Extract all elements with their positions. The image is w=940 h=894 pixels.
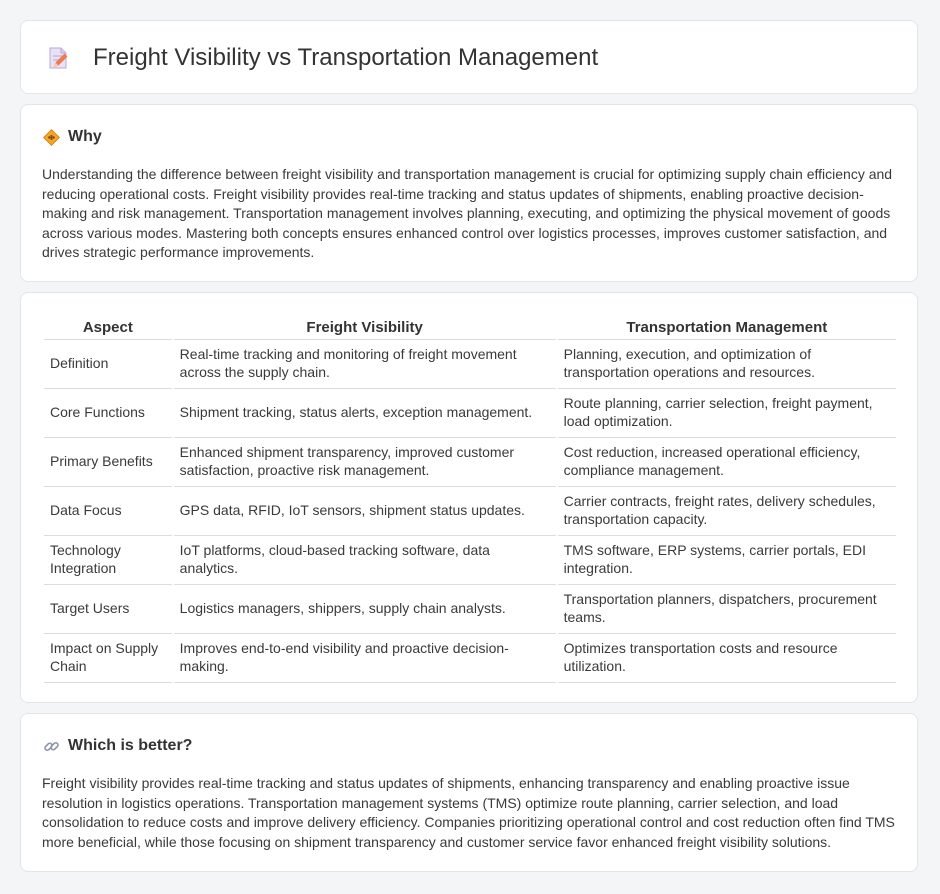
transportation-management-cell: Carrier contracts, freight rates, delivery schedules, transportation capacity.	[558, 487, 896, 536]
freight-visibility-cell: Logistics managers, shippers, supply chain analysts.	[174, 585, 556, 634]
aspect-cell: Target Users	[44, 585, 172, 634]
why-heading: Why	[68, 128, 102, 145]
page-title: Freight Visibility vs Transportation Management	[93, 44, 599, 71]
table-row	[44, 340, 896, 389]
which-is-better-section	[20, 713, 918, 872]
table-header-row	[44, 313, 896, 340]
transportation-management-cell: TMS software, ERP systems, carrier portals, EDI integration.	[558, 536, 896, 585]
link-icon	[43, 738, 60, 755]
freight-visibility-cell: Shipment tracking, status alerts, exception management.	[174, 389, 556, 438]
freight-visibility-cell: GPS data, RFID, IoT sensors, shipment status updates.	[174, 487, 556, 536]
aspect-cell: Core Functions	[44, 389, 172, 438]
table-row	[44, 487, 896, 536]
freight-visibility-cell: Enhanced shipment transparency, improved customer satisfaction, proactive risk management.	[174, 438, 556, 487]
diamond-sign-icon	[43, 129, 60, 146]
transportation-management-cell: Optimizes transportation costs and resource utilization.	[558, 634, 896, 683]
header-freight-visibility: Freight Visibility	[174, 313, 556, 340]
header-transportation-management: Transportation Management	[558, 313, 896, 340]
aspect-cell: Technology Integration	[44, 536, 172, 585]
transportation-management-cell: Transportation planners, dispatchers, procurement teams.	[558, 585, 896, 634]
title-card	[20, 20, 918, 94]
aspect-cell: Data Focus	[44, 487, 172, 536]
freight-visibility-cell: Improves end-to-end visibility and proactive decision-making.	[174, 634, 556, 683]
why-section	[20, 104, 918, 282]
comparison-section	[20, 292, 918, 703]
transportation-management-cell: Route planning, carrier selection, freight payment, load optimization.	[558, 389, 896, 438]
aspect-cell: Definition	[44, 340, 172, 389]
comparison-table	[42, 313, 898, 683]
aspect-cell: Primary Benefits	[44, 438, 172, 487]
document-pencil-icon	[45, 45, 71, 71]
table-row	[44, 389, 896, 438]
better-heading: Which is better?	[68, 737, 193, 754]
freight-visibility-cell: Real-time tracking and monitoring of freight movement across the supply chain.	[174, 340, 556, 389]
transportation-management-cell: Cost reduction, increased operational efficiency, compliance management.	[558, 438, 896, 487]
table-row	[44, 585, 896, 634]
freight-visibility-cell: IoT platforms, cloud-based tracking software, data analytics.	[174, 536, 556, 585]
aspect-cell: Impact on Supply Chain	[44, 634, 172, 683]
table-row	[44, 438, 896, 487]
why-header	[43, 127, 102, 147]
table-row	[44, 634, 896, 683]
why-text: Understanding the difference between freight visibility and transportation management is crucial for optimizing supply chain efficiency and reducing operational costs. Freight visibility provides real-time tracking and status updates of shipments, enabling proactive decision-making and risk management. Transportation management involves planning, executing, and optimizing the physical movement of goods across various modes. Mastering both concepts ensures enhanced control over logistics processes, improves customer satisfaction, and drives strategic performance improvements.	[42, 166, 893, 261]
better-header	[43, 736, 192, 756]
table-row	[44, 536, 896, 585]
transportation-management-cell: Planning, execution, and optimization of transportation operations and resources.	[558, 340, 896, 389]
header-aspect: Aspect	[44, 313, 172, 340]
better-text: Freight visibility provides real-time tracking and status updates of shipments, enhancing transparency and enabling proactive issue resolution in logistics operations. Transportation management systems (TMS) optimize route planning, carrier selection, and load consolidation to reduce costs and improve delivery efficiency. Companies prioritizing operational control and cost reduction often find TMS more beneficial, while those focusing on shipment transparency and customer service favor enhanced freight visibility solutions.	[42, 775, 895, 850]
